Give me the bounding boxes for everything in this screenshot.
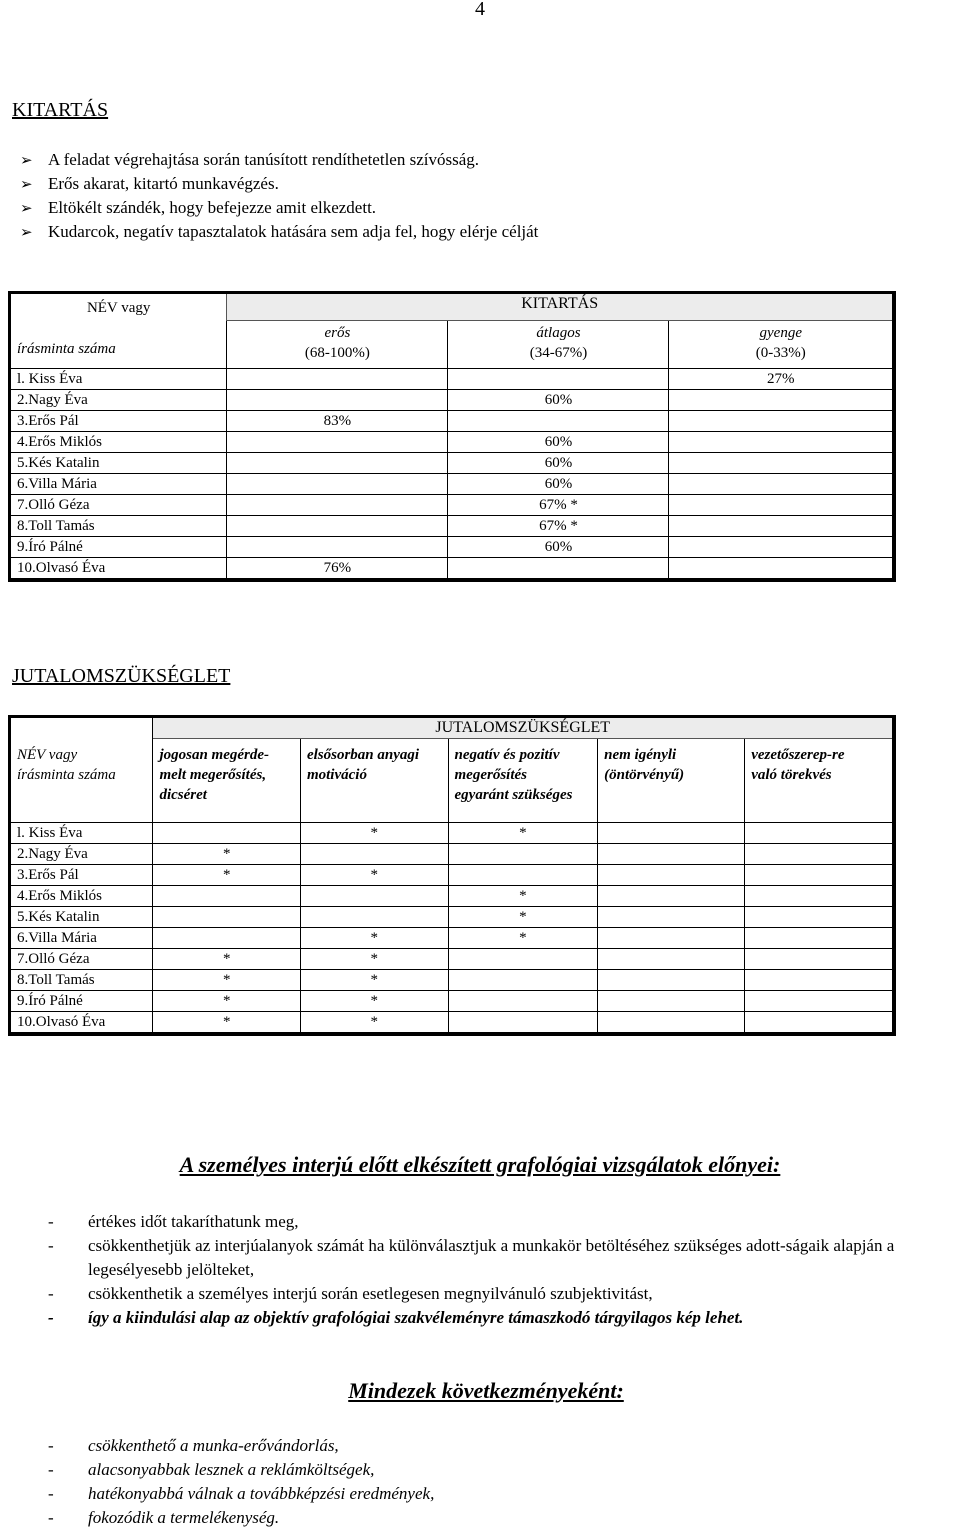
list-item xyxy=(48,1434,918,1458)
table-row xyxy=(10,390,895,411)
col-header-line: melt megerősítés, xyxy=(159,767,267,783)
table-row xyxy=(10,558,895,581)
kitartas-bullet-list xyxy=(20,148,538,244)
col-negativ-pozitiv-cell xyxy=(448,844,598,865)
list-item xyxy=(48,1282,918,1306)
col-header-vezetoszerep xyxy=(745,739,894,823)
col-nem-igenyli-cell xyxy=(598,1012,745,1035)
jutalom-table xyxy=(8,715,896,1036)
col-eros-cell xyxy=(227,390,448,411)
col-eros-cell xyxy=(227,537,448,558)
col-gyenge-cell xyxy=(669,453,894,474)
col-eros-cell: 76% xyxy=(227,558,448,581)
col-megerosites-cell xyxy=(153,823,301,844)
list-item xyxy=(48,1506,918,1530)
col-nem-igenyli-cell xyxy=(598,823,745,844)
table-row xyxy=(10,928,895,949)
item-text: alacsonyabbak lesznek a reklámköltségek, xyxy=(88,1460,375,1479)
kitartas-title: KITARTÁS xyxy=(12,99,109,121)
col-gyenge-cell xyxy=(669,558,894,581)
col-negativ-pozitiv-cell xyxy=(448,1012,598,1035)
bullet-text: Erős akarat, kitartó munkavégzés. xyxy=(48,174,279,193)
col-atlagos-cell xyxy=(448,369,669,390)
col-megerosites-cell xyxy=(153,886,301,907)
col-gyenge-cell: 27% xyxy=(669,369,894,390)
table-row xyxy=(10,844,895,865)
group-header: JUTALOMSZÜKSÉGLET xyxy=(153,717,894,739)
row-name-cell: 7.Olló Géza xyxy=(10,495,227,516)
row-name-cell: l. Kiss Éva xyxy=(10,823,153,844)
row-name-cell: 5.Kés Katalin xyxy=(10,453,227,474)
col-header-line: vezetőszerep-re xyxy=(751,747,845,763)
col-header-line: dicséret xyxy=(159,787,207,803)
col-atlagos-cell: 60% xyxy=(448,453,669,474)
col-megerosites-cell: * xyxy=(153,844,301,865)
row-name-cell: 6.Villa Mária xyxy=(10,474,227,495)
col-negativ-pozitiv-cell xyxy=(448,970,598,991)
col-atlagos-cell xyxy=(448,558,669,581)
col-header-line: motiváció xyxy=(306,767,367,783)
col-header-line: elsősorban anyagi xyxy=(306,747,420,763)
item-text: csökkenthető a munka-erővándorlás, xyxy=(88,1436,339,1455)
col-range: (68-100%) xyxy=(304,345,370,361)
bullet-text: Eltökélt szándék, hogy befejezze amit elkezdett. xyxy=(48,198,377,217)
table-row xyxy=(10,411,895,432)
row-name-cell: 6.Villa Mária xyxy=(10,928,153,949)
col-eros-cell xyxy=(227,369,448,390)
table-row xyxy=(10,537,895,558)
row-name-cell: 9.Író Pálné xyxy=(10,991,153,1012)
col-eros-cell xyxy=(227,453,448,474)
col-vezetoszerep-cell xyxy=(745,1012,894,1035)
col-anyagi-cell xyxy=(300,844,448,865)
bullet-text: A feladat végrehajtása során tanúsított rendíthetetlen szívósság. xyxy=(48,150,480,169)
col-header-gyenge xyxy=(669,321,894,369)
col-vezetoszerep-cell xyxy=(745,844,894,865)
list-item xyxy=(20,196,538,220)
col-vezetoszerep-cell xyxy=(745,991,894,1012)
row-name-cell: 2.Nagy Éva xyxy=(10,844,153,865)
name-header-line: írásminta száma xyxy=(17,766,116,783)
item-text: hatékonyabbá válnak a továbbképzési eredmények, xyxy=(88,1484,435,1503)
col-header-line: jogosan megérde- xyxy=(159,747,270,763)
table-row xyxy=(10,907,895,928)
item-text: csökkenthetik a személyes interjú során esetlegesen megnyilvánuló szubjektivitást, xyxy=(88,1284,653,1303)
col-atlagos-cell xyxy=(448,411,669,432)
col-negativ-pozitiv-cell: * xyxy=(448,823,598,844)
col-gyenge-cell xyxy=(669,390,894,411)
item-text: csökkenthetjük az interjúalanyok számát ha különválasztjuk a munkakör betöltéséhez szükséges adott-ságaik alapján a legesélyesebb jelölteket, xyxy=(88,1236,895,1279)
col-range: (34-67%) xyxy=(529,345,588,361)
row-name-cell: 10.Olvasó Éva xyxy=(10,558,227,581)
col-nem-igenyli-cell xyxy=(598,949,745,970)
table-row xyxy=(10,949,895,970)
col-eros-cell xyxy=(227,516,448,537)
col-anyagi-cell: * xyxy=(300,1012,448,1035)
col-nem-igenyli-cell xyxy=(598,865,745,886)
table-row xyxy=(10,495,895,516)
col-vezetoszerep-cell xyxy=(745,949,894,970)
row-name-cell: 2.Nagy Éva xyxy=(10,390,227,411)
col-negativ-pozitiv-cell xyxy=(448,865,598,886)
col-nem-igenyli-cell xyxy=(598,907,745,928)
dash-bullet: - xyxy=(48,1484,54,1503)
name-header-text: írásminta száma xyxy=(17,340,116,357)
col-atlagos-cell: 60% xyxy=(448,474,669,495)
col-header-anyagi xyxy=(300,739,448,823)
item-text: fokozódik a termelékenység. xyxy=(88,1508,280,1527)
col-label: gyenge xyxy=(759,325,802,341)
item-text: értékes időt takaríthatunk meg, xyxy=(88,1212,299,1231)
name-header-spacer xyxy=(10,717,153,739)
col-nem-igenyli-cell xyxy=(598,991,745,1012)
col-atlagos-cell: 67% * xyxy=(448,495,669,516)
col-vezetoszerep-cell xyxy=(745,823,894,844)
col-gyenge-cell xyxy=(669,537,894,558)
dash-bullet: - xyxy=(48,1212,54,1231)
table-row xyxy=(10,823,895,844)
list-item xyxy=(48,1306,918,1330)
table-row xyxy=(10,432,895,453)
col-megerosites-cell: * xyxy=(153,865,301,886)
name-header-line: NÉV vagy xyxy=(17,746,78,763)
table-row xyxy=(10,970,895,991)
table-row xyxy=(10,865,895,886)
col-header-line: (öntörvényű) xyxy=(604,767,685,783)
col-negativ-pozitiv-cell xyxy=(448,991,598,1012)
col-megerosites-cell: * xyxy=(153,991,301,1012)
row-name-cell: 4.Erős Miklós xyxy=(10,432,227,453)
arrow-bullet-icon: ➢ xyxy=(20,153,33,169)
col-gyenge-cell xyxy=(669,516,894,537)
col-vezetoszerep-cell xyxy=(745,907,894,928)
col-megerosites-cell: * xyxy=(153,1012,301,1035)
row-name-cell: 8.Toll Tamás xyxy=(10,516,227,537)
arrow-bullet-icon: ➢ xyxy=(20,225,33,241)
list-item xyxy=(20,172,538,196)
row-name-cell: 10.Olvasó Éva xyxy=(10,1012,153,1035)
col-atlagos-cell: 60% xyxy=(448,390,669,411)
col-header-line: negatív és pozitív xyxy=(454,747,560,763)
col-megerosites-cell xyxy=(153,928,301,949)
col-header-line: egyaránt szükséges xyxy=(454,787,573,803)
col-nem-igenyli-cell xyxy=(598,886,745,907)
col-vezetoszerep-cell xyxy=(745,928,894,949)
row-name-cell: 5.Kés Katalin xyxy=(10,907,153,928)
col-gyenge-cell xyxy=(669,432,894,453)
dash-bullet: - xyxy=(48,1436,54,1455)
list-item xyxy=(48,1234,918,1282)
col-header-atlagos xyxy=(448,321,669,369)
table-row xyxy=(10,991,895,1012)
row-name-cell: l. Kiss Éva xyxy=(10,369,227,390)
col-gyenge-cell xyxy=(669,411,894,432)
col-anyagi-cell: * xyxy=(300,949,448,970)
col-header-eros xyxy=(227,321,448,369)
col-header-nem-igenyli xyxy=(598,739,745,823)
col-eros-cell xyxy=(227,495,448,516)
arrow-bullet-icon: ➢ xyxy=(20,201,33,217)
col-range: (0-33%) xyxy=(755,345,806,361)
dash-bullet: - xyxy=(48,1460,54,1479)
col-megerosites-cell: * xyxy=(153,949,301,970)
col-negativ-pozitiv-cell xyxy=(448,949,598,970)
col-header-line: való törekvés xyxy=(751,767,832,783)
col-nem-igenyli-cell xyxy=(598,970,745,991)
list-item xyxy=(20,220,538,244)
col-negativ-pozitiv-cell: * xyxy=(448,907,598,928)
col-header-negativ-pozitiv xyxy=(448,739,598,823)
col-megerosites-cell: * xyxy=(153,970,301,991)
kitartas-table xyxy=(8,291,896,582)
col-atlagos-cell: 60% xyxy=(448,432,669,453)
name-header xyxy=(10,739,153,823)
col-megerosites-cell xyxy=(153,907,301,928)
col-anyagi-cell: * xyxy=(300,991,448,1012)
col-label: átlagos xyxy=(536,325,581,341)
table-row xyxy=(10,474,895,495)
table-row xyxy=(10,369,895,390)
list-item xyxy=(48,1458,918,1482)
table-row xyxy=(10,453,895,474)
name-header-sub xyxy=(10,321,227,369)
dash-bullet: - xyxy=(48,1308,54,1327)
elonyok-title: A személyes interjú előtt elkészített grafológiai vizsgálatok előnyei: xyxy=(179,1152,781,1177)
col-eros-cell xyxy=(227,474,448,495)
dash-bullet: - xyxy=(48,1508,54,1527)
list-item xyxy=(48,1482,918,1506)
col-atlagos-cell: 60% xyxy=(448,537,669,558)
row-name-cell: 3.Erős Pál xyxy=(10,411,227,432)
col-vezetoszerep-cell xyxy=(745,886,894,907)
col-nem-igenyli-cell xyxy=(598,928,745,949)
dash-bullet: - xyxy=(48,1284,54,1303)
list-item xyxy=(20,148,538,172)
col-eros-cell: 83% xyxy=(227,411,448,432)
col-anyagi-cell: * xyxy=(300,970,448,991)
col-header-line: nem igényli xyxy=(604,747,677,763)
col-label: erős xyxy=(324,325,351,341)
col-header-megerosites xyxy=(153,739,301,823)
row-name-cell: 8.Toll Tamás xyxy=(10,970,153,991)
bullet-text: Kudarcok, negatív tapasztalatok hatására sem adja fel, hogy elérje célját xyxy=(48,222,539,241)
col-nem-igenyli-cell xyxy=(598,844,745,865)
list-item xyxy=(48,1210,918,1234)
col-vezetoszerep-cell xyxy=(745,865,894,886)
table-row xyxy=(10,1012,895,1035)
col-negativ-pozitiv-cell: * xyxy=(448,928,598,949)
kovetkezmenyek-title: Mindezek következményeként: xyxy=(348,1378,624,1403)
col-anyagi-cell: * xyxy=(300,823,448,844)
col-gyenge-cell xyxy=(669,474,894,495)
table-row xyxy=(10,516,895,537)
row-name-cell: 9.Író Pálné xyxy=(10,537,227,558)
arrow-bullet-icon: ➢ xyxy=(20,177,33,193)
group-header: KITARTÁS xyxy=(227,293,894,321)
item-text: így a kiindulási alap az objektív grafológiai szakvéleményre támaszkodó tárgyilagos kép lehet. xyxy=(88,1308,744,1327)
col-atlagos-cell: 67% * xyxy=(448,516,669,537)
row-name-cell: 7.Olló Géza xyxy=(10,949,153,970)
elonyok-list xyxy=(48,1210,918,1330)
col-header-line: megerősítés xyxy=(454,767,528,783)
col-anyagi-cell: * xyxy=(300,928,448,949)
col-anyagi-cell: * xyxy=(300,865,448,886)
col-vezetoszerep-cell xyxy=(745,970,894,991)
kovetkezmenyek-list xyxy=(48,1434,918,1530)
col-anyagi-cell xyxy=(300,907,448,928)
col-eros-cell xyxy=(227,432,448,453)
row-name-cell: 4.Erős Miklós xyxy=(10,886,153,907)
col-gyenge-cell xyxy=(669,495,894,516)
jutalom-title: JUTALOMSZÜKSÉGLET xyxy=(12,665,231,687)
col-anyagi-cell xyxy=(300,886,448,907)
dash-bullet: - xyxy=(48,1236,54,1255)
row-name-cell: 3.Erős Pál xyxy=(10,865,153,886)
page-number: 4 xyxy=(475,0,485,20)
table-row xyxy=(10,886,895,907)
col-negativ-pozitiv-cell: * xyxy=(448,886,598,907)
name-header: NÉV vagy xyxy=(86,300,151,316)
